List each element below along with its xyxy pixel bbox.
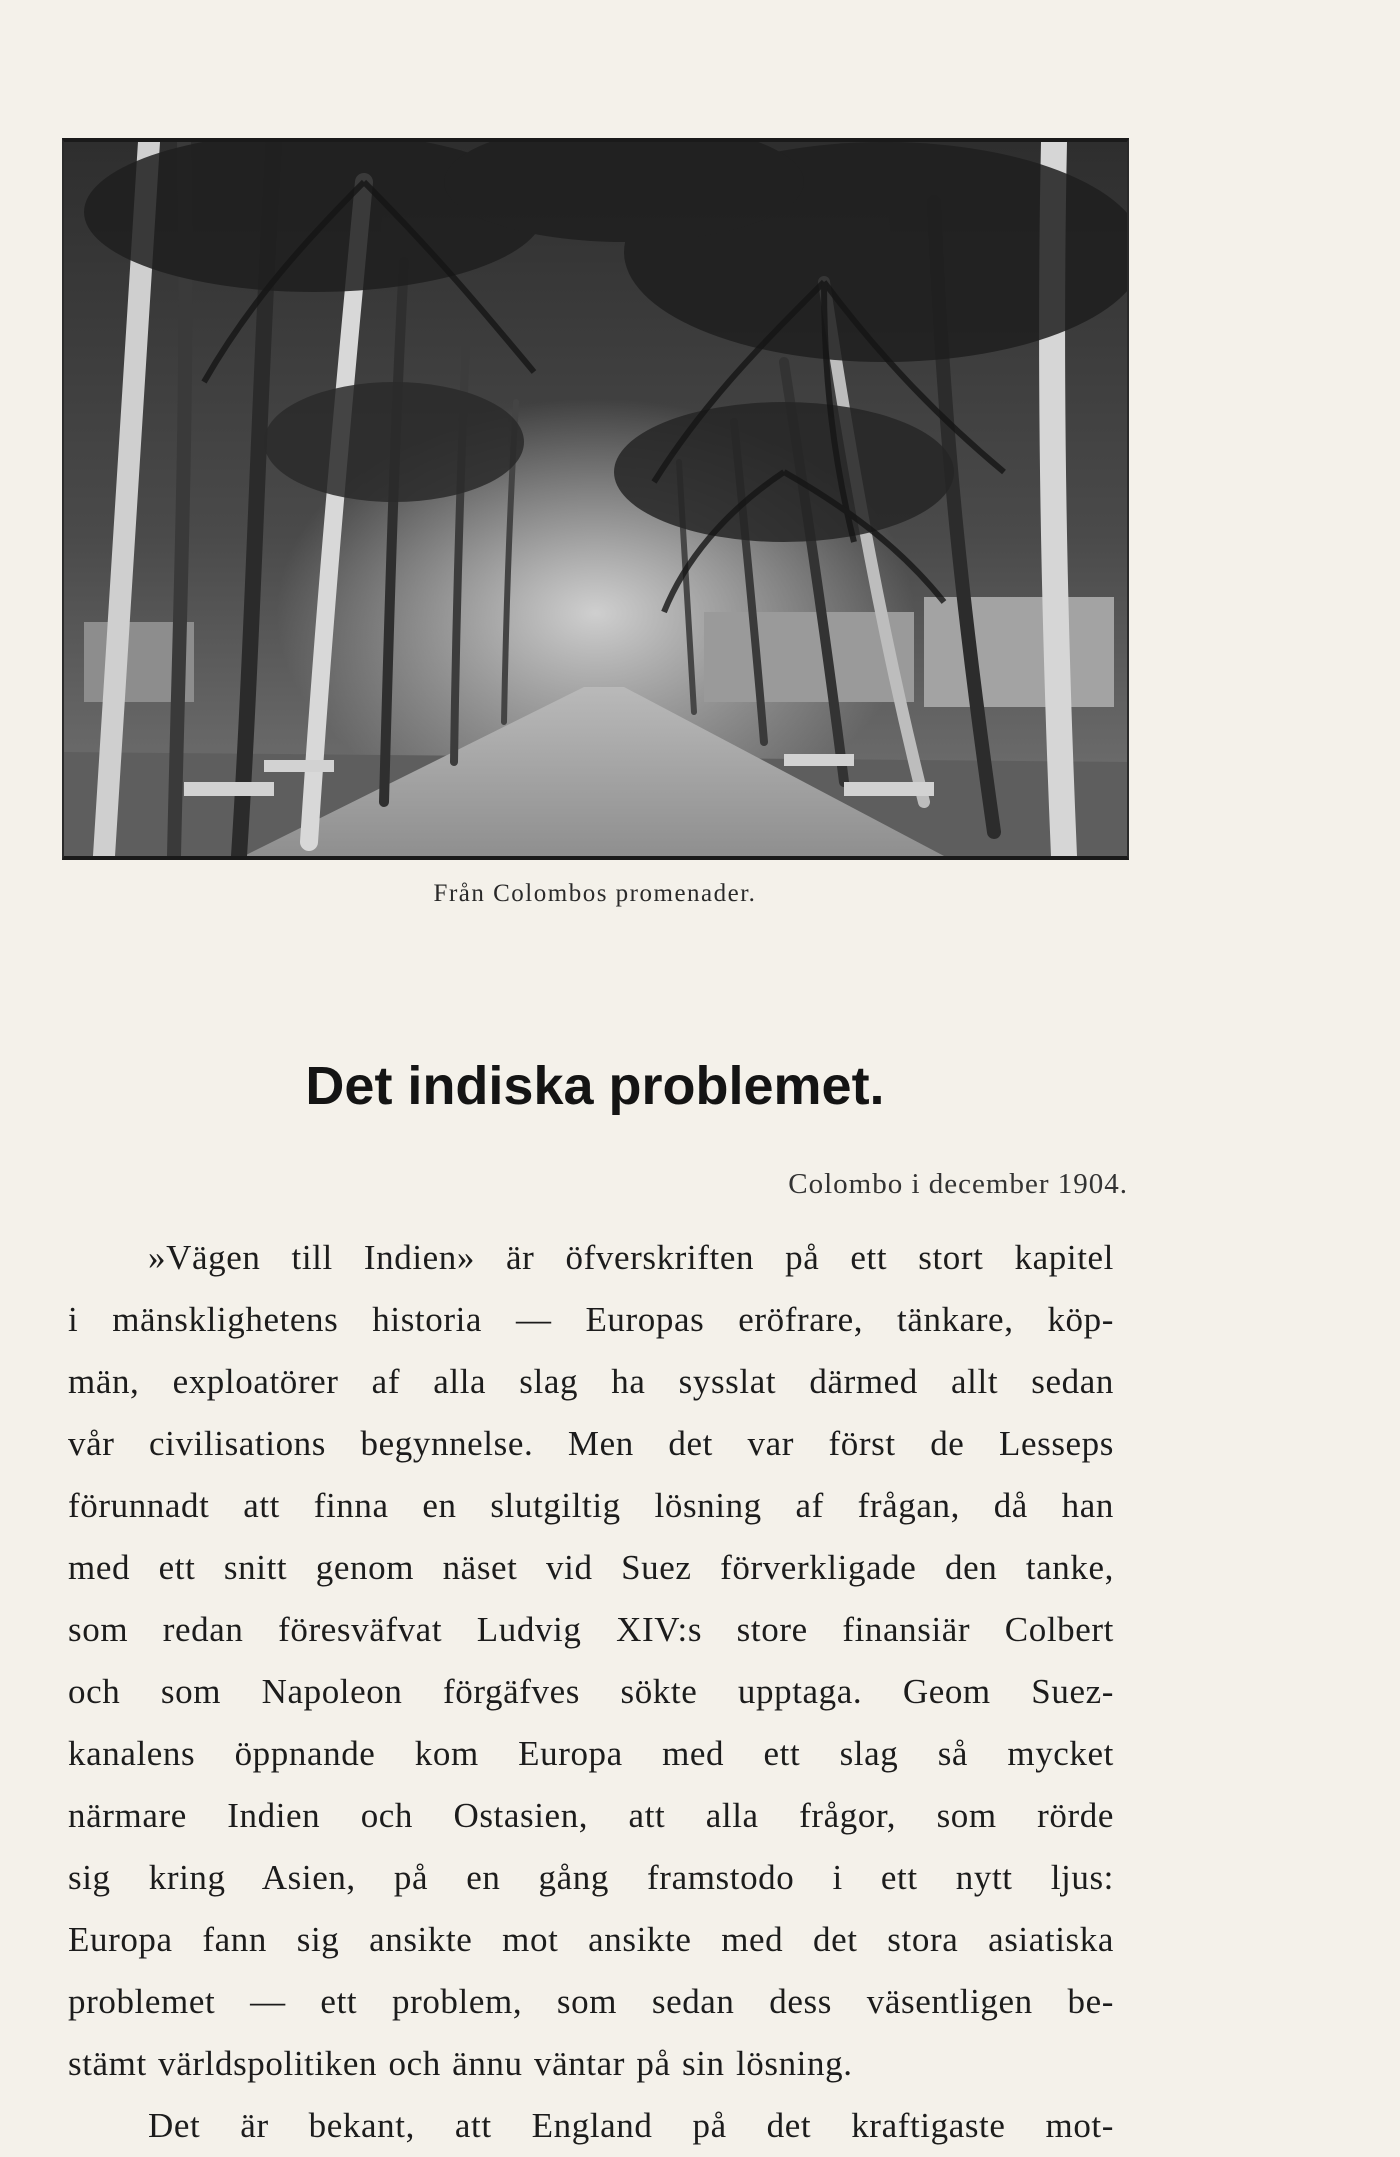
article-body bbox=[68, 1227, 1114, 2157]
article-title: Det indiska problemet. bbox=[305, 1056, 885, 1116]
photograph-palm-avenue-icon bbox=[64, 142, 1127, 856]
text-line: Det är bekant, att England på det kraftigaste mot- bbox=[148, 2106, 1114, 2145]
text-line: stämt världspolitiken och ännu väntar på sin lösning. bbox=[68, 2044, 853, 2083]
text-line: och som Napoleon förgäfves sökte upptaga. Geom Suez- bbox=[68, 1672, 1114, 1711]
text-line: sig kring Asien, på en gång framstodo i ett nytt ljus: bbox=[68, 1858, 1114, 1897]
palm-avenue-photograph bbox=[62, 138, 1129, 860]
text-line: med ett snitt genom näset vid Suez förverkligade den tanke, bbox=[68, 1548, 1114, 1587]
text-line: män, exploatörer af alla slag ha sysslat därmed allt sedan bbox=[68, 1362, 1114, 1401]
article-dateline: Colombo i december 1904. bbox=[788, 1168, 1128, 1200]
text-line: närmare Indien och Ostasien, att alla frågor, som rörde bbox=[68, 1796, 1114, 1835]
text-line: vår civilisations begynnelse. Men det var först de Lesseps bbox=[68, 1424, 1114, 1463]
text-line: som redan föresväfvat Ludvig XIV:s store finansiär Colbert bbox=[68, 1610, 1114, 1649]
text-line: i mänsklighetens historia — Europas eröfrare, tänkare, köp- bbox=[68, 1300, 1114, 1339]
text-line: kanalens öppnande kom Europa med ett slag så mycket bbox=[68, 1734, 1114, 1773]
text-line: Europa fann sig ansikte mot ansikte med det stora asiatiska bbox=[68, 1920, 1114, 1959]
text-line: förunnadt att finna en slutgiltig lösning af frågan, då han bbox=[68, 1486, 1114, 1525]
photo-caption: Från Colombos promenader. bbox=[433, 880, 757, 907]
text-line: problemet — ett problem, som sedan dess väsentligen be- bbox=[68, 1982, 1114, 2021]
text-line: »Vägen till Indien» är öfverskriften på ett stort kapitel bbox=[148, 1238, 1114, 1277]
